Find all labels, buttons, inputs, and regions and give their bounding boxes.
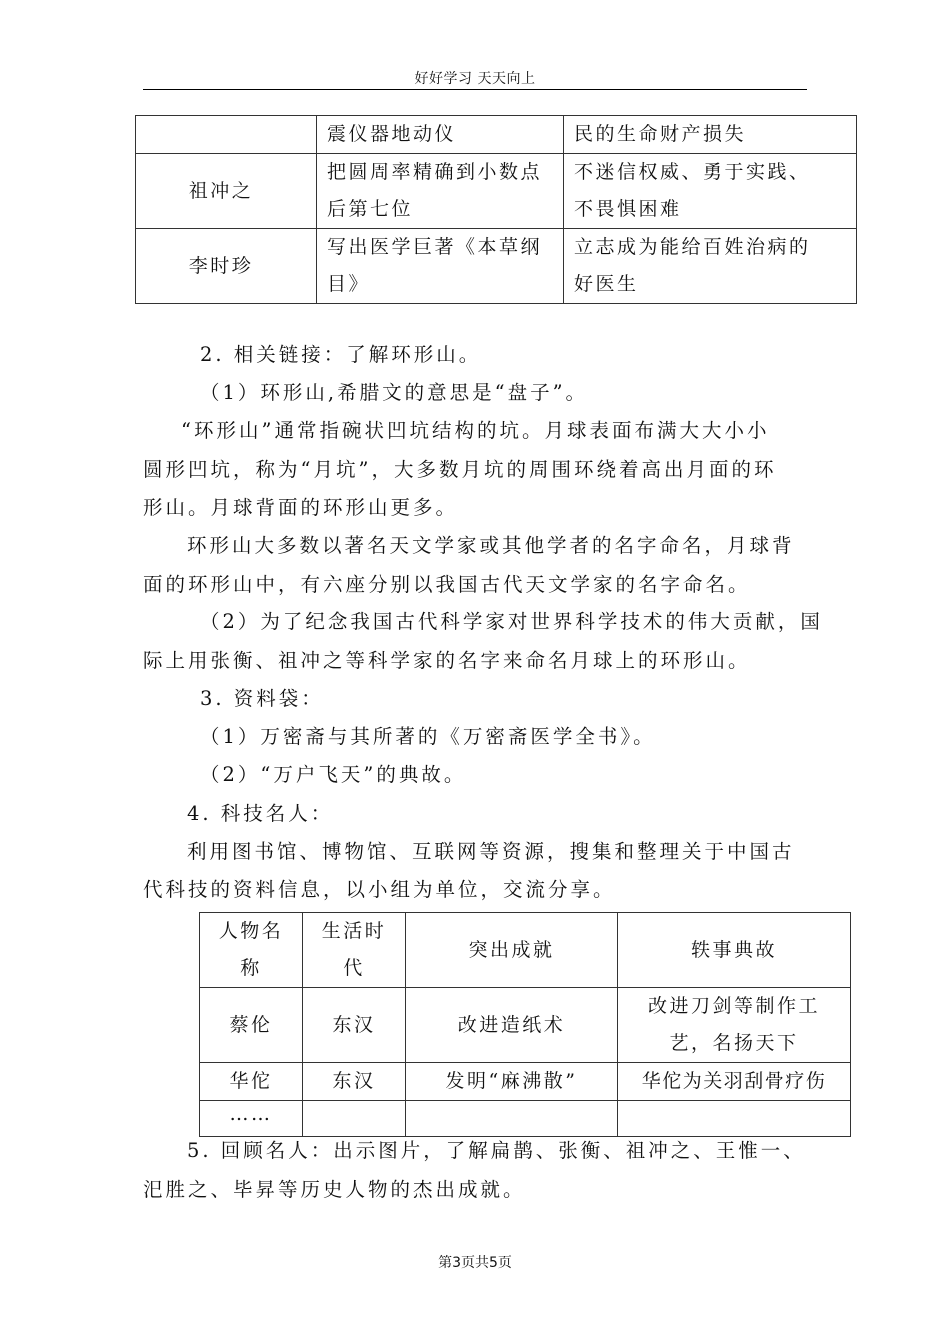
- cell-line: 后第七位: [327, 198, 414, 220]
- paragraph-line: “环形山”通常指碗状凹坑结构的坑。月球表面布满大大小小: [181, 419, 770, 442]
- header-cell: 突出成就: [406, 913, 618, 988]
- table-cell: [136, 116, 317, 154]
- table-cell: 发明“麻沸散”: [406, 1063, 618, 1101]
- paragraph-line: （1）环形山,希腊文的意思是“盘子”。: [200, 381, 589, 404]
- cell-line: 把圆周率精确到小数点: [327, 161, 543, 183]
- header-rule: [143, 89, 807, 90]
- section-heading: 4. 科技名人：: [187, 802, 334, 825]
- paragraph-line: 圆形凹坑，称为“月坑”，大多数月坑的周围环绕着高出月面的环: [143, 458, 777, 481]
- cell-line: 目》: [327, 273, 371, 295]
- page-header: 好好学习 天天向上: [414, 71, 536, 87]
- header-cell: [200, 913, 303, 988]
- paragraph-line: 面的环形山中，有六座分别以我国古代天文学家的名字命名。: [143, 573, 751, 596]
- cell-line: 人物名: [218, 920, 284, 942]
- cell-line: 代: [343, 957, 365, 979]
- table-cell: [564, 116, 857, 154]
- table-cell: [618, 988, 851, 1063]
- cell-line: 艺，名扬天下: [669, 1032, 799, 1054]
- paragraph-line: （2）为了纪念我国古代科学家对世界科学技术的伟大贡献，国: [200, 610, 823, 633]
- cell-text: 震仪器地动仪: [327, 123, 457, 145]
- paragraph-line: 代科技的资料信息，以小组为单位，交流分享。: [143, 878, 616, 901]
- cell-line: 不畏惧困难: [574, 198, 682, 220]
- table-cell: ……: [200, 1101, 303, 1137]
- page-footer: 第3页共5页: [438, 1255, 512, 1271]
- table-cell: [317, 229, 564, 304]
- table-header-row: [200, 913, 851, 988]
- table-row: [200, 988, 851, 1063]
- cell-line: 称: [240, 957, 262, 979]
- table-cell: 华佗为关羽刮骨疗伤: [618, 1063, 851, 1101]
- table-cell: 东汉: [303, 988, 406, 1063]
- cell-line: 改进刀剑等制作工: [647, 995, 820, 1017]
- table-row: [136, 116, 857, 154]
- table-row: [200, 1063, 851, 1101]
- table-row: [136, 154, 857, 229]
- paragraph-line: 利用图书馆、博物馆、互联网等资源，搜集和整理关于中国古: [187, 840, 795, 863]
- header-cell: 轶事典故: [618, 913, 851, 988]
- paragraph-line: 环形山大多数以著名天文学家或其他学者的名字命名，月球背: [187, 534, 795, 557]
- table-cell: 改进造纸术: [406, 988, 618, 1063]
- table-cell: [317, 154, 564, 229]
- paragraph-line: 形山。月球背面的环形山更多。: [143, 496, 459, 519]
- table-cell: 蔡伦: [200, 988, 303, 1063]
- cell-line: 立志成为能给百姓治病的: [574, 236, 811, 258]
- paragraph-line: （1）万密斋与其所著的《万密斋医学全书》。: [200, 725, 656, 748]
- paragraph-line: （2）“万户飞天”的典故。: [200, 763, 467, 786]
- paragraph-line: 汜胜之、毕昇等历史人物的杰出成就。: [143, 1178, 526, 1201]
- scientists-table: [199, 912, 851, 1137]
- cell-line: 生活时: [321, 920, 387, 942]
- paragraph-line: 际上用张衡、祖冲之等科学家的名字来命名月球上的环形山。: [143, 649, 751, 672]
- table-cell: 东汉: [303, 1063, 406, 1101]
- table-row: [136, 229, 857, 304]
- table-cell: 华佗: [200, 1063, 303, 1101]
- cell-line: 好医生: [574, 273, 639, 295]
- table-cell: [564, 154, 857, 229]
- cell-text: 民的生命财产损失: [574, 123, 747, 145]
- achievement-table: [135, 115, 857, 304]
- table-cell: [564, 229, 857, 304]
- cell-line: 不迷信权威、勇于实践、: [574, 161, 811, 183]
- table-cell: 李时珍: [136, 229, 317, 304]
- table-cell: [317, 116, 564, 154]
- header-cell: [303, 913, 406, 988]
- table-cell: 祖冲之: [136, 154, 317, 229]
- section-heading: 5. 回顾名人：出示图片，了解扁鹊、张衡、祖冲之、王惟一、: [187, 1139, 806, 1162]
- cell-line: 写出医学巨著《本草纲: [327, 236, 543, 258]
- section-heading: 3. 资料袋：: [200, 687, 324, 710]
- section-heading: 2. 相关链接：了解环形山。: [200, 343, 482, 366]
